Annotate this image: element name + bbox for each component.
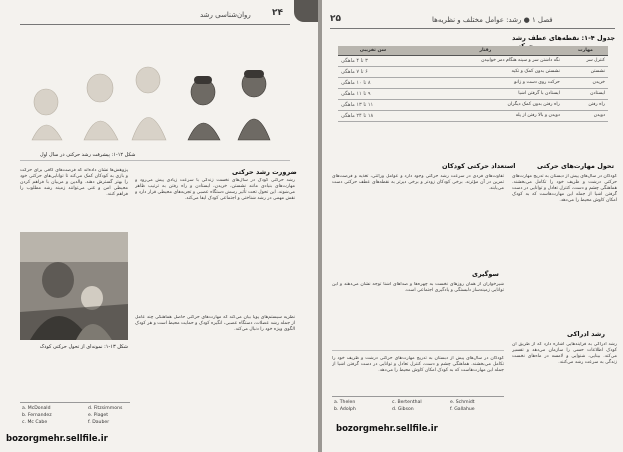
ref-d: d. Fitzsimmons (88, 406, 123, 411)
page-number: ۲۴ (272, 8, 283, 18)
ref-a: a. Thelen (334, 400, 356, 405)
divider (332, 350, 504, 351)
right-column-text-1: کودکان در سال‌های پیش از دبستان به تدریج مهارت‌های حرکتی درشت و ظریف خود را تکامل می‌بخشند. هماهنگی چشم و دست، کنترل تعادل و توانایی در دست گرفتن اشیا از جمله این مهارت‌هاست که به کودک امکان کاوش محیط را می‌دهد. (512, 174, 617, 204)
left-body-text-2: نظریه سیستم‌های پویا بیان می‌کند که مهارت‌های حرکتی حاصل هماهنگی چند عامل از جمله رشد عضلات، دستگاه عصبی، انگیزه کودک و حمایت محیط است و هر کودک الگوی ویژه خود را دنبال می‌کند. (135, 315, 295, 333)
section-heading-3: رشد ادراکی (567, 330, 606, 338)
header-skill: مهارت (563, 46, 608, 56)
cell-skill: کنترل سر (563, 56, 608, 67)
section-heading-4: تحول مهارت‌های حرکتی (537, 162, 615, 170)
running-header: روان‌شناسی رشد (200, 11, 251, 19)
cell-skill: نشستن (563, 67, 608, 78)
left-column-text-3: کودکان در سال‌های پیش از دبستان به تدریج مهارت‌های حرکتی درشت و ظریف خود را تکامل می‌بخشند. هماهنگی چشم و دست، کنترل تعادل و توانایی در دست گرفتن اشیا از جمله این مهارت‌هاست که به کودک امکان کاوش محیط را می‌دهد. (332, 356, 504, 374)
ref-e: e. Schmidt (450, 400, 475, 405)
table-header-row (338, 46, 608, 56)
site-url[interactable]: bozorgmehr.sellfile.ir (6, 434, 108, 444)
ref-d: d. Gibson (392, 407, 414, 412)
cell-behavior: نشستن بدون کمک و تکیه (408, 67, 563, 78)
cell-age: ۸ تا ۱۰ ماهگی (338, 78, 408, 89)
footnote-rule (20, 402, 130, 403)
ref-f: f. Dauber (88, 420, 110, 425)
section-heading-2: سوگیری (472, 270, 499, 278)
mother-child-photo (20, 232, 128, 340)
cell-skill: دویدن (563, 111, 608, 122)
table-row (338, 56, 608, 67)
footnote-rule (332, 396, 504, 397)
ref-b: b. Adolph (334, 407, 356, 412)
left-body-text-1: رشد حرکتی کودک در سال‌های نخست زندگی با سرعت زیادی پیش می‌رود و مهارت‌های بنیادی مانند نشستن، خزیدن، ایستادن و راه رفتن به ترتیب ظاهر می‌شوند. این تحول تحت تأثیر رسش دستگاه عصبی و تجربه‌های محیطی قرار دارد و نقش مهمی در رشد شناختی و اجتماعی کودک ایفا می‌کند. (135, 178, 295, 202)
left-column-text-2: شیرخواران از همان روزهای نخست به چهره‌ها و صداهای آشنا توجه نشان می‌دهند و این توانایی زمینه‌ساز دلبستگی و یادگیری اجتماعی است. (332, 282, 504, 294)
chapter-tab-icon (294, 0, 318, 22)
cell-behavior: حرکت روی دست و زانو (408, 78, 563, 89)
table-row (338, 111, 608, 122)
divider (20, 160, 290, 161)
cell-age: ۶ تا ۷ ماهگی (338, 67, 408, 78)
running-header: فصل ۱ ● رشد: عوامل مختلف و نظریه‌ها (432, 16, 553, 24)
ref-f: f. Gallahue (450, 407, 475, 412)
cell-age: ۹ تا ۱۱ ماهگی (338, 89, 408, 100)
cell-behavior: دویدن و بالا رفتن از پله (408, 111, 563, 122)
milestones-table (338, 46, 608, 122)
cell-age: ۱۸ تا ۲۴ ماهگی (338, 111, 408, 122)
figure-caption: شکل ۱۲-۱: پیشرفت رشد حرکتی در سال اول (40, 152, 136, 158)
left-column-text: پژوهش‌ها نشان داده‌اند که فرصت‌های کافی برای حرکت و بازی به کودکان کمک می‌کند تا توانایی‌های حرکتی خود را بهتر گسترش دهند. والدین و مربیان با فراهم کردن محیطی امن و غنی می‌توانند زمینه رشد مطلوب را فراهم کنند. (20, 168, 128, 198)
table-row (338, 100, 608, 111)
ref-a: a. McDonald (22, 406, 51, 411)
left-column-text-1: تفاوت‌های فردی در سرعت رشد حرکتی وجود دارد و عوامل وراثتی، تغذیه و فرصت‌های تمرین در آن مؤثرند. برخی کودکان زودتر و برخی دیرتر به نقطه‌های عطف حرکتی دست می‌یابند. (332, 174, 504, 192)
cell-skill: راه رفتن (563, 100, 608, 111)
baby-photo (18, 40, 283, 150)
header-rule (330, 28, 615, 29)
figure2-caption: شکل ۱۳-۱: نمونه‌ای از تحول حرکتی کودک (39, 344, 128, 350)
cell-skill: ایستادن (563, 89, 608, 100)
right-page (322, 0, 623, 452)
header-rule (20, 24, 290, 25)
table-row (338, 67, 608, 78)
section-heading-1: استعداد حرکتی کودکان (442, 162, 516, 170)
table-row (338, 78, 608, 89)
page-number: ۲۵ (330, 14, 341, 24)
header-age: سن تقریبی (338, 46, 408, 56)
ref-e: e. Piaget (88, 413, 109, 418)
cell-behavior: نگه داشتن سر و سینه هنگام دمر خوابیدن (408, 56, 563, 67)
header-behavior: رفتار (408, 46, 563, 56)
ref-c: c. Bertenthal (392, 400, 422, 405)
cell-behavior: ایستادن با گرفتن اشیا (408, 89, 563, 100)
cell-skill: خزیدن (563, 78, 608, 89)
ref-c: c. Mc Cabe (22, 420, 48, 425)
section-heading: ضرورت رشد حرکتی (232, 168, 297, 176)
cell-age: ۳ تا ۴ ماهگی (338, 56, 408, 67)
site-url[interactable]: bozorgmehr.sellfile.ir (336, 424, 438, 434)
table-row (338, 89, 608, 100)
cell-age: ۱۱ تا ۱۳ ماهگی (338, 100, 408, 111)
table-title: جدول ۴-۱: نقطه‌های عطف رشد (512, 34, 616, 42)
ref-b: b. Fernandez (22, 413, 52, 418)
right-column-text-2: رشد ادراکی به فرایندهایی اشاره دارد که از طریق آن کودک اطلاعات حسی را سازمان می‌دهد و تفسیر می‌کند. بینایی، شنوایی و لامسه در ماه‌های نخست زندگی به سرعت رشد می‌کنند. (512, 342, 617, 366)
cell-behavior: راه رفتن بدون کمک دیگران (408, 100, 563, 111)
